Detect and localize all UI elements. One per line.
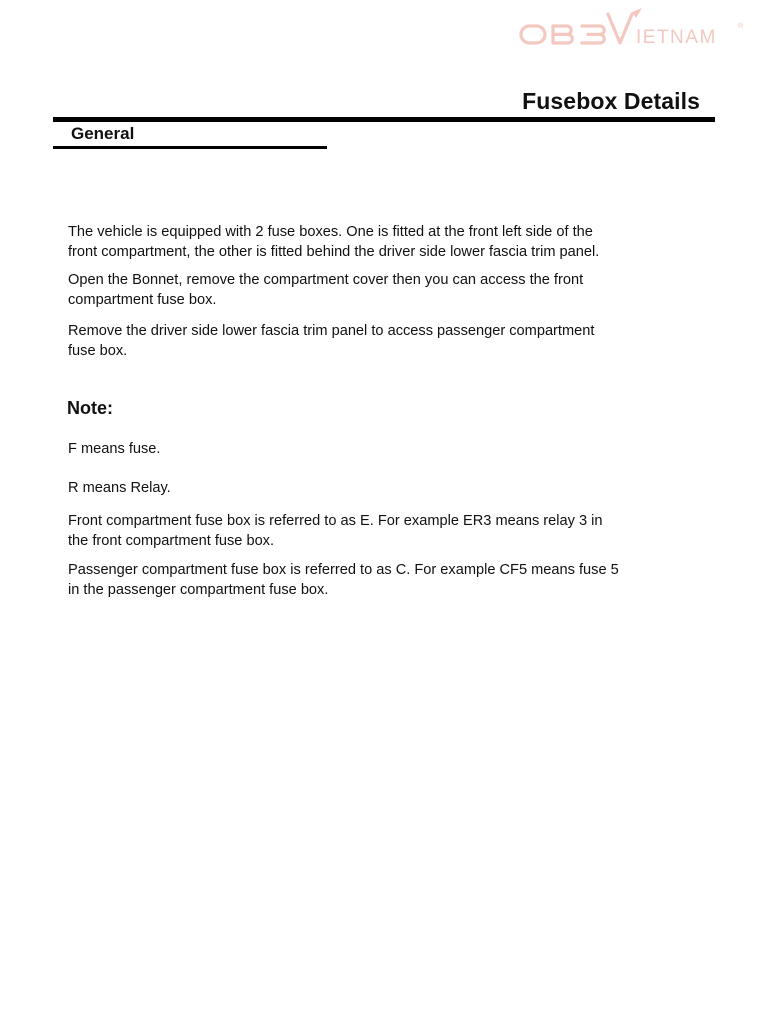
paragraph-line: the front compartment fuse box. <box>68 533 275 549</box>
section-heading-general: General <box>71 124 135 143</box>
obd-vietnam-logo <box>516 6 748 48</box>
paragraph-line: F means fuse. <box>68 441 161 457</box>
paragraph-line: front compartment, the other is fitted behind the driver side lower fascia trim panel. <box>68 244 600 260</box>
note-paragraph <box>68 478 171 498</box>
svg-text:®: ® <box>738 23 744 30</box>
paragraph-line: Passenger compartment fuse box is referred to as C. For example CF5 means fuse 5 <box>68 562 619 578</box>
note-paragraph <box>68 511 603 551</box>
note-paragraph <box>68 439 160 459</box>
paragraph-line: R means Relay. <box>68 480 171 496</box>
note-paragraph <box>68 560 619 600</box>
paragraph-line: fuse box. <box>68 343 128 359</box>
paragraph-line: in the passenger compartment fuse box. <box>68 582 329 598</box>
paragraph-line: Remove the driver side lower fascia trim panel to access passenger compartment <box>68 323 595 339</box>
general-paragraph <box>68 222 599 262</box>
general-paragraph <box>68 321 594 361</box>
svg-text:IETNAM: IETNAM <box>636 27 717 48</box>
title-divider <box>53 117 715 122</box>
general-paragraph <box>68 270 583 310</box>
note-heading: Note: <box>67 398 113 418</box>
paragraph-line: Open the Bonnet, remove the compartment cover then you can access the front <box>68 272 584 288</box>
page-title: Fusebox Details <box>522 88 700 114</box>
paragraph-line: The vehicle is equipped with 2 fuse boxes. One is fitted at the front left side of the <box>68 224 593 240</box>
paragraph-line: Front compartment fuse box is referred to as E. For example ER3 means relay 3 in <box>68 513 603 529</box>
section-divider <box>53 146 327 149</box>
paragraph-line: compartment fuse box. <box>68 292 217 308</box>
